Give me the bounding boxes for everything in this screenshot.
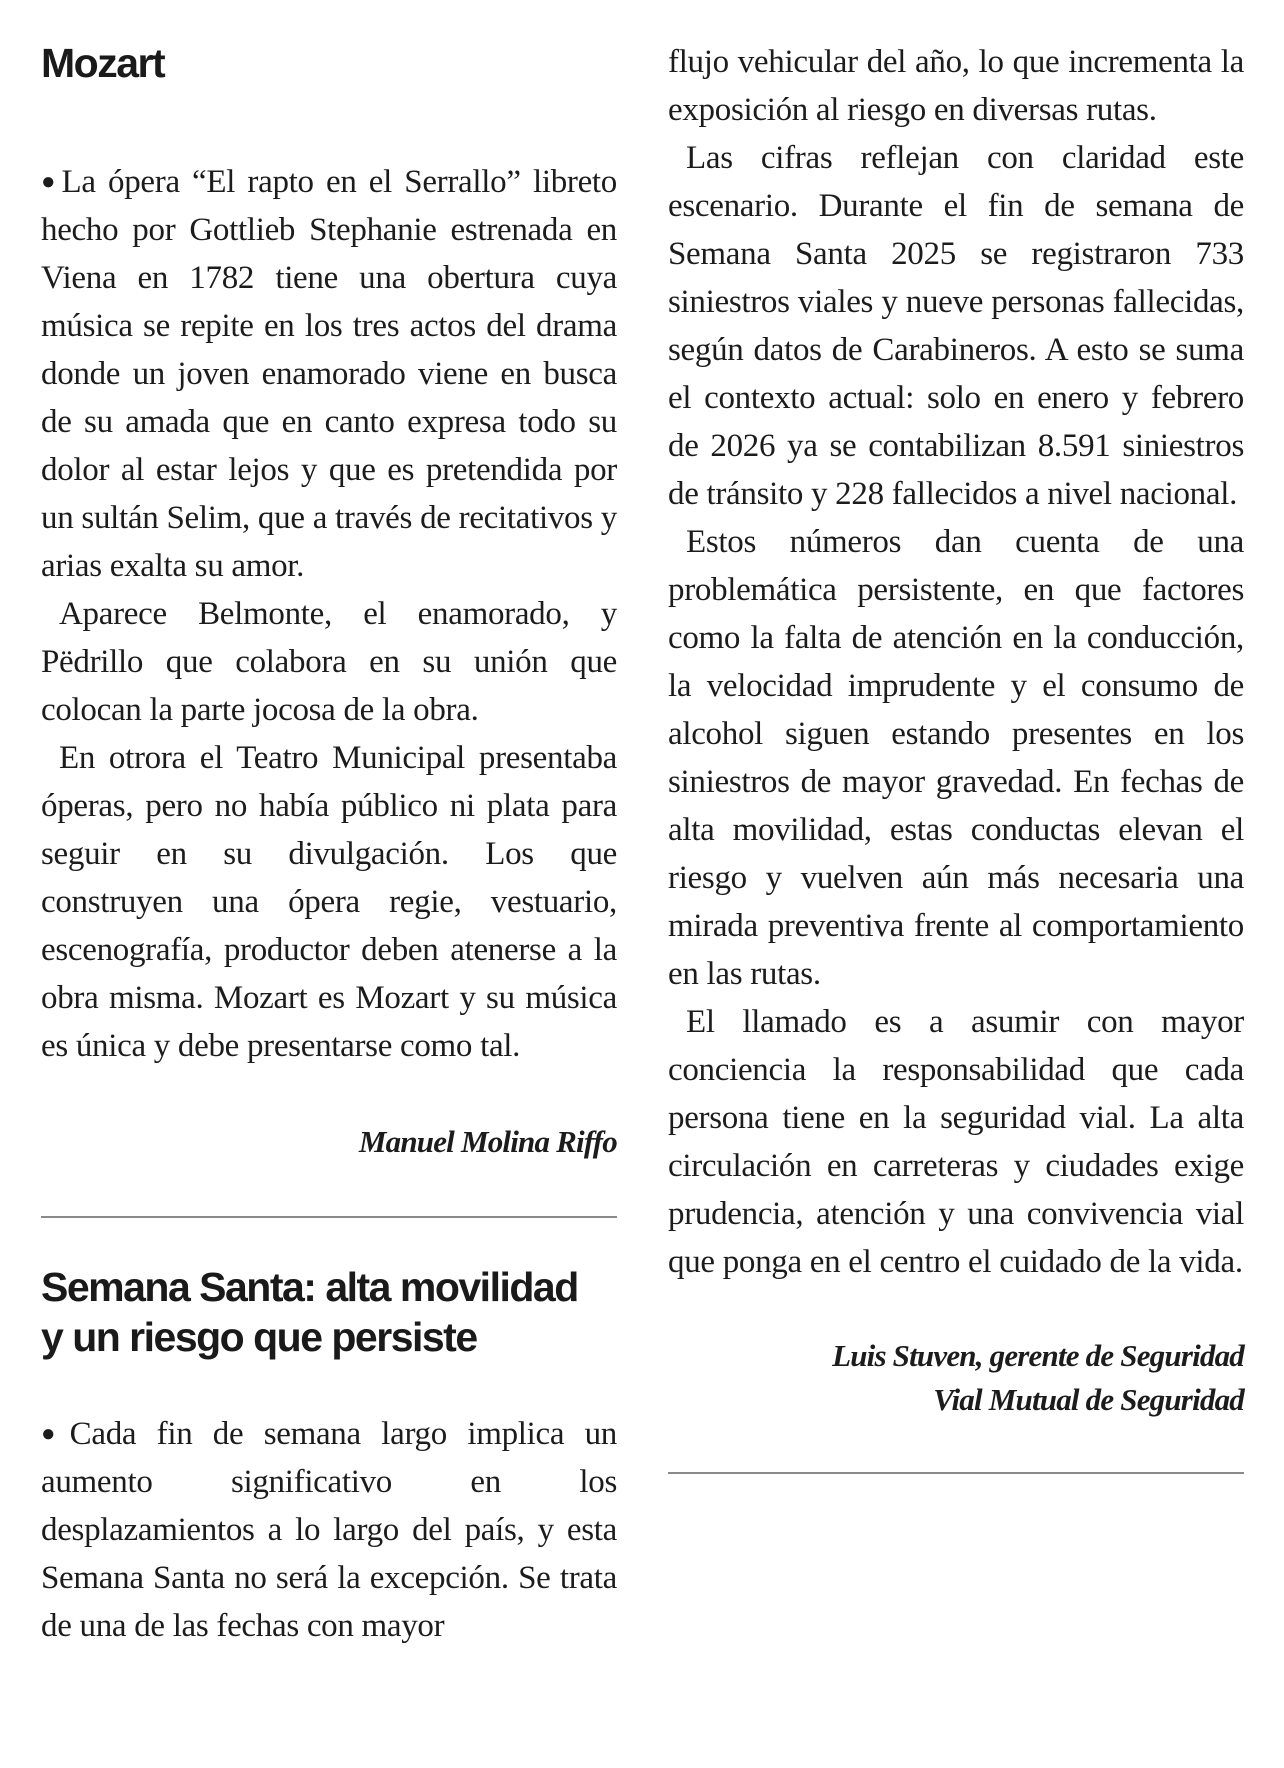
- article-semana-paragraph-1-start: [41, 1410, 617, 1650]
- article-mozart-paragraph-2: Aparece Belmonte, el enamorado, y Pëdrillo que colabora en su unión que colocan la parte jocosa de la obra.: [41, 596, 617, 728]
- article-mozart-paragraph-1: [41, 158, 617, 590]
- article-semana-signature: [668, 1334, 1244, 1422]
- article-mozart-paragraph-3: En otrora el Teatro Municipal presentaba óperas, pero no había público ni plata para seguir en su divulgación. Los que construyen una ópera regie, vestuario, escenografía, productor deben atenerse a la obra misma. Mozart es Mozart y su música es única y debe presentarse como tal.: [41, 740, 617, 1064]
- article-semana-paragraph-1-continued: flujo vehicular del año, lo que incrementa la exposición al riesgo en diversas rutas.: [668, 44, 1244, 128]
- right-column: [668, 0, 1244, 1474]
- article-semana-paragraph-4: El llamado es a asumir con mayor conciencia la responsabilidad que cada persona tiene en la seguridad vial. La alta circulación en carreteras y ciudades exige prudencia, atención y una convivencia vial que ponga en el centro el cuidado de la vida.: [668, 1004, 1244, 1280]
- article-semana-paragraph-3: Estos números dan cuenta de una problemática persistente, en que factores como la falta de atención en la conducción, la velocidad imprudente y el consumo de alcohol siguen estando presentes en los siniestros de mayor gravedad. En fechas de alta movilidad, estas conductas elevan el riesgo y vuelven aún más necesaria una mirada preventiva frente al comportamiento en las rutas.: [668, 524, 1244, 992]
- signature-line-1: Luis Stuven, gerente de Seguridad: [832, 1338, 1244, 1373]
- section-divider: [668, 1472, 1244, 1474]
- title-line-2: y un riesgo que persiste: [41, 1314, 477, 1360]
- signature-line-2: Vial Mutual de Seguridad: [933, 1382, 1244, 1417]
- article-title-semana-santa: [41, 1262, 617, 1362]
- article-semana-paragraph-2: Las cifras reflejan con claridad este escenario. Durante el fin de semana de Semana Santa 2025 se registraron 733 siniestros viales y nueve personas fallecidas, según datos de Carabineros. A esto se suma el contexto actual: solo en enero y febrero de 2026 ya se contabilizan 8.591 siniestros de tránsito y 228 fallecidos a nivel nacional.: [668, 140, 1244, 512]
- article-title-mozart: Mozart: [41, 40, 165, 86]
- left-column: [41, 0, 617, 1650]
- bullet-icon: ●: [41, 169, 60, 195]
- paragraph-text: La ópera “El rapto en el Serrallo” libreto hecho por Gottlieb Stephanie estrenada en Viena en 1782 tiene una obertura cuya música se repite en los tres actos del drama donde un joven enamorado viene en busca de su amada que en canto expresa todo su dolor al estar lejos y que es pretendida por un sultán Selim, que a través de recitativos y arias exalta su amor.: [41, 164, 618, 584]
- title-line-1: Semana Santa: alta movilidad: [41, 1264, 578, 1310]
- section-divider: [41, 1216, 617, 1218]
- article-mozart-signature: Manuel Molina Riffo: [358, 1124, 617, 1159]
- paragraph-text: Cada fin de semana largo implica un aumento significativo en los desplazamientos a lo largo del país, y esta Semana Santa no será la excepción. Se trata de una de las fechas con mayor: [41, 1416, 617, 1644]
- bullet-icon: ●: [41, 1421, 68, 1447]
